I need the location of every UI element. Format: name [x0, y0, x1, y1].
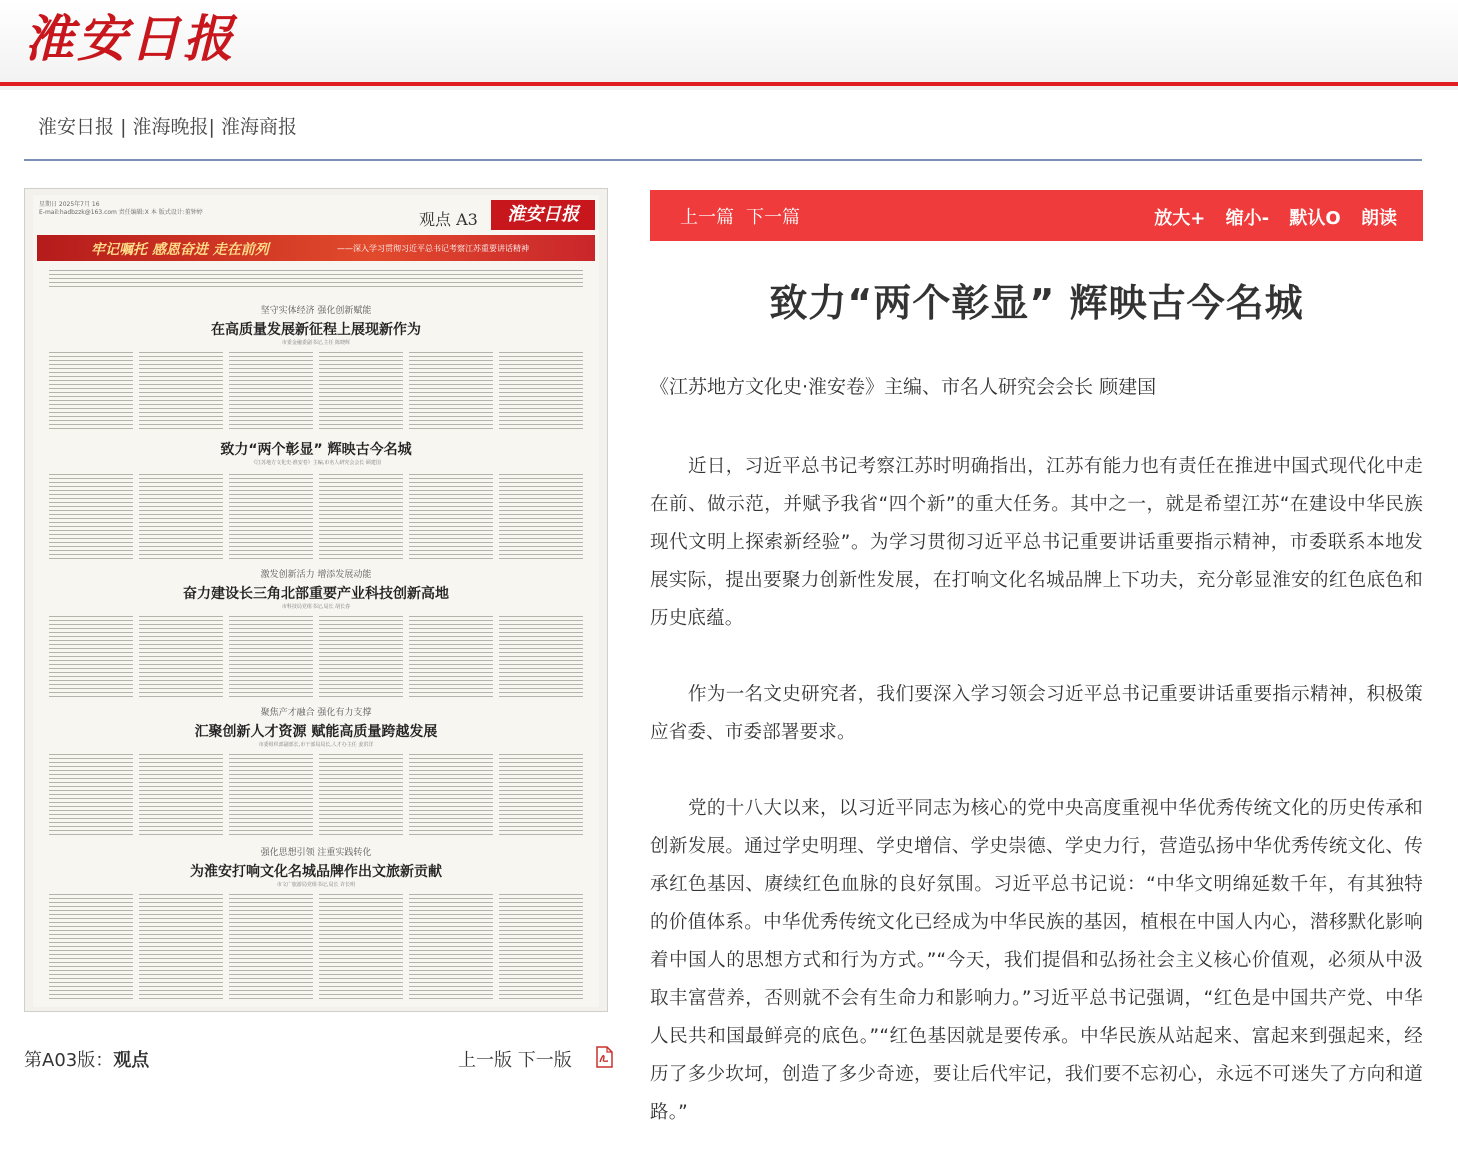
nav-separator: | [120, 116, 127, 138]
reading-controls [1140, 204, 1397, 230]
article-author: 《江苏地方文化史·淮安卷》主编、市名人研究会会长 顾建国 [650, 376, 1157, 398]
thumbnail-headline-current[interactable]: 致力“两个彰显” 辉映古今名城 [220, 442, 412, 458]
prev-article-link[interactable]: 上一篇 [680, 207, 734, 228]
thumbnail-meta-editor: E-mail:hadbzzk@163.com 责任编辑:X 本 版式设计:董钟婷 [39, 209, 203, 216]
zoom-in-button[interactable]: 放大+ [1154, 208, 1206, 229]
thumbnail-meta-date: 星期日 2025年7月 16 [39, 201, 100, 208]
page-thumbnail-canvas [33, 195, 599, 1007]
zoom-out-button[interactable]: 缩小- [1225, 208, 1270, 229]
thumbnail-byline: 市委组织部副部长,市干部局局长,人才办主任 姜洪洋 [258, 742, 374, 748]
thumbnail-kicker: 激发创新活力 增添发展动能 [260, 570, 372, 580]
thumbnail-byline: 市文广旅游局党组书记,局长 许长明 [276, 882, 356, 888]
thumbnail-banner [37, 235, 595, 261]
next-page-link[interactable]: 下一版 [517, 1050, 572, 1071]
nav-item-huaian-daily[interactable]: 淮安日报 [38, 116, 115, 138]
thumbnail-text-block [49, 751, 583, 837]
article-toolbar [650, 190, 1423, 241]
thumbnail-text-block [49, 613, 583, 699]
thumbnail-banner-text: 牢记嘱托 感恩奋进 走在前列 [91, 242, 269, 258]
thumbnail-kicker: 坚守实体经济 强化创新赋能 [260, 306, 372, 316]
thumbnail-meta [39, 201, 203, 217]
nav-separator: | [208, 116, 215, 138]
thumbnail-headline[interactable]: 汇聚创新人才资源 赋能高质量跨越发展 [194, 724, 438, 740]
prev-page-link[interactable]: 上一版 [458, 1050, 512, 1071]
page-label-prefix: 第A03版： [24, 1050, 114, 1071]
article-body [650, 448, 1423, 1170]
next-article-link[interactable]: 下一篇 [746, 207, 800, 228]
page-nav [458, 1046, 572, 1072]
thumbnail-banner-sub: ——深入学习贯彻习近平总书记考察江苏重要讲话精神 [337, 244, 529, 253]
thumbnail-headline[interactable]: 在高质量发展新征程上展现新作为 [211, 322, 421, 338]
page-label [24, 1046, 149, 1072]
article-paragraph: 作为一名文史研究者，我们要深入学习领会习近平总书记重要讲话重要指示精神，积极策应省委、市委部署要求。 [650, 684, 1423, 743]
thumbnail-byline: 市科技局党组书记,局长 胡长春 [281, 604, 351, 610]
thumbnail-headline[interactable]: 奋力建设长三角北部重要产业科技创新高地 [183, 586, 449, 602]
page-thumbnail[interactable] [24, 188, 608, 1012]
nav-divider [24, 159, 1422, 161]
thumbnail-text-block [49, 349, 583, 429]
nav-item-huaihai-business[interactable]: 淮海商报 [220, 116, 297, 138]
site-header [0, 0, 1458, 90]
thumbnail-kicker: 强化思想引领 注重实践转化 [260, 848, 372, 858]
article-paragraph: 近日，习近平总书记考察江苏时明确指出，江苏有能力也有责任在推进中国式现代化中走在前、做示范，并赋予我省“四个新”的重大任务。其中之一，就是希望江苏“在建设中华民族现代文明上探索新经验”。为学习贯彻习近平总书记重要讲话重要指示精神，市委联系本地发展实际，提出要聚力创新性发展，在打响文化名城品牌上下功夫，充分彰显淮安的红色底色和历史底蕴。 [650, 456, 1423, 629]
thumbnail-kicker: 聚焦产才融合 强化有力支撑 [260, 708, 372, 718]
nav-item-huaihai-evening[interactable]: 淮海晚报 [132, 116, 209, 138]
thumbnail-headline[interactable]: 为淮安打响文化名城品牌作出文旅新贡献 [190, 864, 442, 880]
pdf-icon[interactable] [594, 1046, 614, 1068]
header-divider [0, 82, 1458, 86]
article-nav [680, 203, 812, 229]
site-logo[interactable]: 淮安日报 [24, 9, 236, 68]
thumbnail-text-block [49, 471, 583, 559]
article-title: 致力“两个彰显” 辉映古今名城 [769, 281, 1304, 325]
read-aloud-button[interactable]: 朗读 [1361, 208, 1397, 229]
default-size-button[interactable]: 默认O [1289, 208, 1341, 229]
thumbnail-byline: 《江苏地方文化史·淮安卷》主编,市名人研究会会长 顾建国 [251, 460, 381, 466]
paper-nav [38, 112, 297, 139]
thumbnail-text-block [49, 891, 583, 999]
page-label-name: 观点 [113, 1050, 150, 1071]
thumbnail-logo: 淮安日报 [491, 200, 595, 230]
article-paragraph: 党的十八大以来，以习近平同志为核心的党中央高度重视中华优秀传统文化的历史传承和创新发展。通过学史明理、学史增信、学史崇德、学史力行，营造弘扬中华优秀传统文化、传承红色基因、赓续红色血脉的良好氛围。习近平总书记说：“中华文明绵延数千年，有其独特的价值体系。中华优秀传统文化已经成为中华民族的基因，植根在中国人内心，潜移默化影响着中国人的思想方式和行为方式。”“今天，我们提倡和弘扬社会主义核心价值观，必须从中汲取丰富营养，否则就不会有生命力和影响力。”习近平总书记强调，“红色是中国共产党、中华人民共和国最鲜亮的底色。”“红色基因就是要传承。中华民族从站起来、富起来到强起来，经历了多少坎坷，创造了多少奇迹，要让后代牢记，我们要不忘初心，永远不可迷失了方向和道路。” [650, 798, 1423, 1123]
thumbnail-text-block [49, 267, 583, 289]
thumbnail-section-label: 观点 A3 [419, 210, 478, 229]
thumbnail-byline: 市委金融委副书记,主任 陈晓辉 [281, 340, 351, 346]
